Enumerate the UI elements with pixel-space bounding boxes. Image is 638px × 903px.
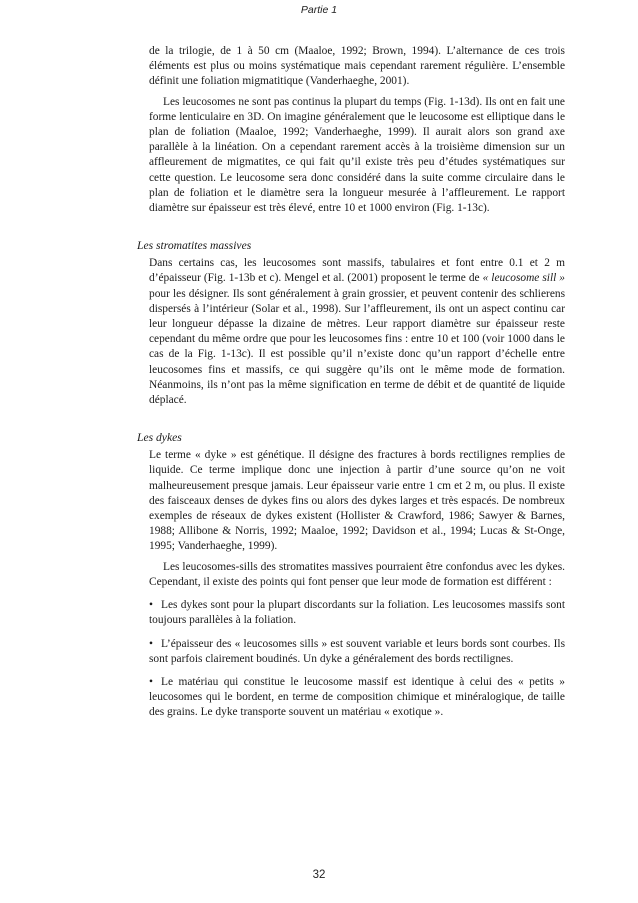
bullet-text: Le matériau qui constitue le leucosome massif est identique à celui des « petits » leucosomes qui le bordent, en terme de composition chimique et minéralogique, de taille des grains. Le dyke transporte souvent un matériau « exotique ». bbox=[149, 675, 565, 719]
page-body bbox=[137, 44, 565, 726]
bullet-item-1 bbox=[149, 598, 565, 628]
bullet-icon: • bbox=[149, 637, 153, 650]
intro-paragraph-2: Les leucosomes ne sont pas continus la plupart du temps (Fig. 1-13d). Ils ont en fait une forme lenticulaire en 3D. On imagine généralement que le leucosome est elliptique dans le plan de foliation (Maaloe, 1992; Vanderhaeghe, 1999). Il aurait alors son grand axe parallèle à la linéation. On a cependant rarement accès à la troisième dimension sur un affleurement de migmatites, ce qui fait qu’il existe très peu d’études systématiques sur cette question. Le leucosome sera donc considéré dans la suite comme circulaire dans le plan de foliation et le diamètre sera la longueur mesurée à l’affleurement. Le rapport diamètre sur épaisseur est très élevé, entre 10 et 1000 environ (Fig. 1-13c). bbox=[149, 95, 565, 215]
section-title-stromatites: Les stromatites massives bbox=[137, 239, 252, 253]
intro-block bbox=[137, 44, 565, 216]
bullet-text: L’épaisseur des « leucosomes sills » est souvent variable et leurs bords sont courbes. Ils sont parfois clairement boudinés. Un dyke a généralement des bords rectilignes. bbox=[149, 637, 565, 665]
bullet-item-3 bbox=[149, 675, 565, 721]
dykes-block bbox=[137, 448, 565, 720]
leucosome-sill-term: « leucosome sill » bbox=[482, 272, 565, 285]
bullet-text: Les dykes sont pour la plupart discordants sur la foliation. Les leucosomes massifs sont toujours parallèles à la foliation. bbox=[149, 599, 565, 627]
stromatites-text-after: pour les désigner. Ils sont généralement à grain grossier, et peuvent contenir des schlierens dispersés à l’intérieur (Solar et al., 1998). Sur l’affleurement, ils ont un aspect continu car leur longueur dépasse la dizaine de mètres. Leur rapport diamètre sur épaisseur reste cependant du même ordre que pour les leucosomes fins : entre 10 et 100 (voir 1000 dans le cas de la Fig. 1-13c). Il est possible qu’il n’existe donc qu’un rapport d’échelle entre leucosomes fins et massifs, ce qui suggère qu’ils ont le même mode de formation. Néanmoins, ils n’ont pas la même signification en terme de débit et de quantité de liquide déplacé. bbox=[149, 287, 565, 407]
dykes-paragraph-2: Les leucosomes-sills des stromatites massives pourraient être confondus avec les dykes. Cependant, il existe des points qui font penser que leur mode de formation est différent : bbox=[149, 560, 565, 588]
stromatites-text-before: Dans certains cas, les leucosomes sont massifs, tabulaires et font entre 0.1 et 2 m d’épaisseur (Fig. 1-13b et c). Mengel et al. (2001) proposent le terme de bbox=[149, 257, 565, 285]
bullet-item-2 bbox=[149, 637, 565, 667]
stromatites-block bbox=[137, 256, 565, 408]
running-header: Partie 1 bbox=[300, 4, 338, 16]
intro-paragraph-1: de la trilogie, de 1 à 50 cm (Maaloe, 1992; Brown, 1994). L’alternance de ces trois éléments est plus ou moins systématique mais cependant rarement régulière. L’ensemble définit une foliation migmatitique (Vanderhaeghe, 2001). bbox=[149, 45, 565, 88]
dykes-paragraph-1: Le terme « dyke » est génétique. Il désigne des fractures à bords rectilignes remplies de liquide. Ce terme implique donc une injection à partir d’une source qu’on ne voit malheureusement presque jamais. Leur épaisseur varie entre 1 cm et 2 m, ou plus. Il existe des faisceaux denses de dykes fins ou alors des dykes larges et très espacés. De nombreux exemples de réseaux de dykes existent (Hollister & Crawford, 1986; Sawyer & Barnes, 1988; Allibone & Norris, 1992; Maaloe, 1992; Davidson et al., 1994; Lucas & St-Onge, 1995; Vanderhaeghe, 1999). bbox=[149, 449, 565, 553]
bullet-icon: • bbox=[149, 675, 153, 688]
page-number: 32 bbox=[312, 869, 326, 881]
section-title-dykes: Les dykes bbox=[137, 431, 182, 445]
bullet-icon: • bbox=[149, 599, 153, 612]
stromatites-paragraph-1 bbox=[149, 256, 565, 408]
